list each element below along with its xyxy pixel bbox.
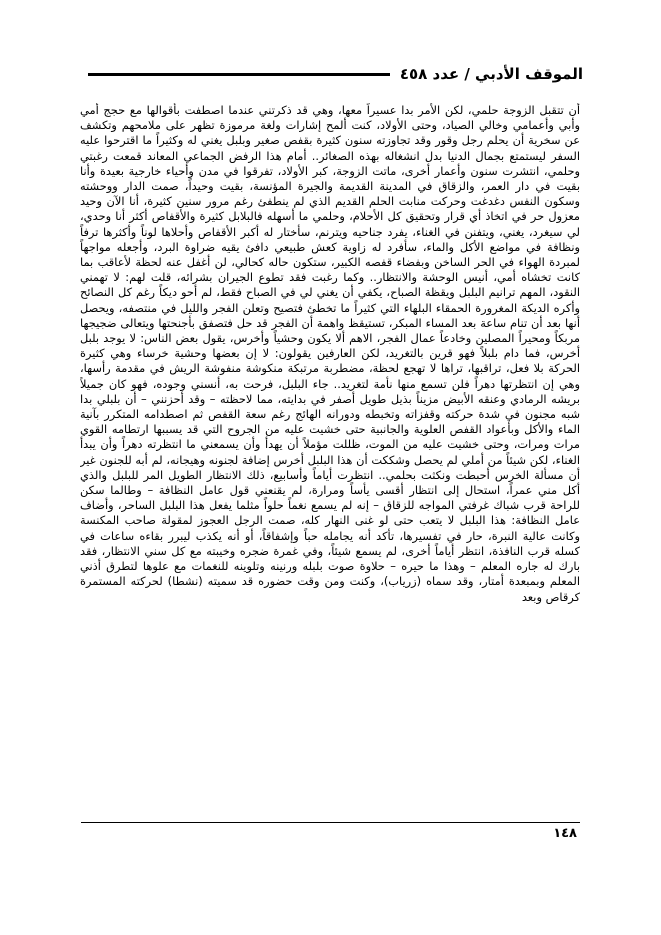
- article-body-text: أن تتقبل الزوجة حلمي، لكن الأمر بدا عسيراً معها، وهي قد ذكرتني عندما اصطفت بأقوالها مع حجج أمي وأبي وأعمامي وخالي الصياد، وحتى الأولاد، كنت ألمح إشارات ولغة مرموزة تظهر على ملامحهم وتكشف عن سخرية أن يحلم رجل وقور وقد تجاوزته سنون كثيرة بقفص صغير وبلبل يغني له وكثيراً ما اقترحوا عليه السفر ليستمتع بجمال الدنيا بدل انشغاله بهذه الصغائر.. أمام هذا الرفض الجماعي المعاند قمعت رغبتي وحلمي، انتشرت سنون وأعمار أخرى، ماتت الزوجة، كبر الأولاد، تفرقوا في مدن وأحياء خارجية بعيدة وأنا بقيت في دار العمر، والزقاق في المدينة القديمة والجيرة المؤنسة، بقيت وحيداً، صمت الدار ووحشته وسكون النفس دغدغت وحركت منابت الحلم القديم الذي لم ينطفئ رغم مرور سنين كثيرة، أنا الآن وحيد معزول حر في اتخاذ أي قرار وتحقيق كل الأحلام، وحلمي ما أسهله فالبلابل كثيرة والأقفاص أكثر أنا وحدي، لي سيغرد، يغني، ويتفنن في الغناء، يفرد جناحيه ويترنم، سأختار له أكبر الأقفاص وأحلاها لوناً وأكثرها ترفاً ونظافة في مواضع الأكل والماء، سأفرد له زاوية كعش طبيعي دافئ يقيه ضراوة البرد، وأجعله مواجهاً لمبردة الهواء في الحر الساخن وبفضاء قفصه الكبير، ستكون حاله كحالي، لن أغفل عنه لحظة لأعاقب بما كانت تخشاه أمي، أنيس الوحشة والانتظار.. وكما رغبت فقد تطوع الجيران بشرائه، قلت لهم: لا تهمني النقود، المهم ترانيم البلبل ويقظة الصباح، يكفي أن يغني لي في الصباح فقط، لم أحو ديكاً رغم كل النصائح وأكره الديكة المغرورة الحمقاء البلهاء التي كثيراً ما تخطئ فتصيح وتعلن الفجر والليل في منتصفه، ويحصل أنها بعد أن تنام ساعة بعد المساء المبكر، تستيقظ واهمة أن الفجر قد حل فتصفق بأجنحتها ويتعالى ضجيجها مربكاً ومحيراً المصلين وخادعاً عمال الفجر، الاهم ألا يكون وحشياً وأخرس، يقول بعض الناس: لا يوجد بلبل أخرس، فما دام بلبلاً فهو قرين بالتغريد، لكن العارفين يقولون: لا إن بعضها وحشية خرساء وهي كثيرة الحركة بلا فعل، تراقبها، تراها لا تهجع لحظة، مضطربة مرتبكة منكوشة منفوشة الريش في مقدمة رأسها، وهي إن انتظرتها دهراً فلن تسمع منها نأمة لتغريد.. جاء البلبل، فرحت به، أنسني وجوده، فهو كان جميلاً بريشه الرمادي وعنقه الأبيض مزيناً بذيل طويل أصفر في بدايته، مما لاحظته – وقد أحزنني – أن بلبلي بدا شبه مجنون في شدة حركته وقفزاته وتخبطه ودورانه الهائج رغم سعة القفص ثم اصطدامه المتكرر بآنية الماء والأكل وبأعواد القفص العلوية والجانبية حتى خشيت عليه من الجروح التي قد يسببها ارتطامه القوي مرات ومرات، وحتى خشيت عليه من الموت، ظللت مؤملاً أن يهدأ وأن يسمعني ما انتظرته دهراً وأن يبدأ الغناء، لكن شيئاً من أملي لم يحصل وشككت أن هذا البلبل أخرس إضافة لجنونه وهيجانه، لم أبه للجنون غير أن مسألة الخرس أحبطت ونكثت بحلمي.. انتظرت أياماً وأسابيع، ذلك الانتظار الطويل المر للبلبل والذي أكل مني عمراً، استحال إلى انتظار أقسى يأساً ومرارة، لم يقنعني قول عامل النظافة – وطالما سكن للراحة قرب شباك غرفتي المواجه للزقاق – إنه لم يسمع نغماً حلواً مثلما يفعل هذا البلبل الساحر، وأضاف عامل النظافة: هذا البلبل لا يتعب حتى لو غنى النهار كله، صمت الرجل العجوز لمقولة صاحب المكنسة وكانت عالية النبرة، حار في تفسيرها، تأكد أنه يجامله حباً وإشفاقاً، أو أنه يكذب ليبرر بقاءه ساعات في كسله قرب النافذة، انتظر أياماً أخرى، لم يسمع شيئاً، وفي غمرة ضجره وخيبته مع كل سني الانتظار، فقد بارك له جاره المعلم – وهذا ما حيره – حلاوة صوت بلبله ورنينه وتلوينه للنغمات مع علوها لتطرق أذني المعلم وبمبعدة أمتار، وقد سماه (زرياب)، وكنت ومن وقت حضوره قد سميته (نشطا) لحركته المستمرة كرقاص وبعد: [80, 103, 580, 604]
- journal-header-title: الموقف الأدبي / عدد ٤٥٨: [399, 65, 583, 83]
- header-rule: [88, 73, 390, 76]
- running-header: [88, 62, 583, 86]
- page-number: ١٤٨: [553, 826, 577, 841]
- footer-rule: [81, 822, 580, 823]
